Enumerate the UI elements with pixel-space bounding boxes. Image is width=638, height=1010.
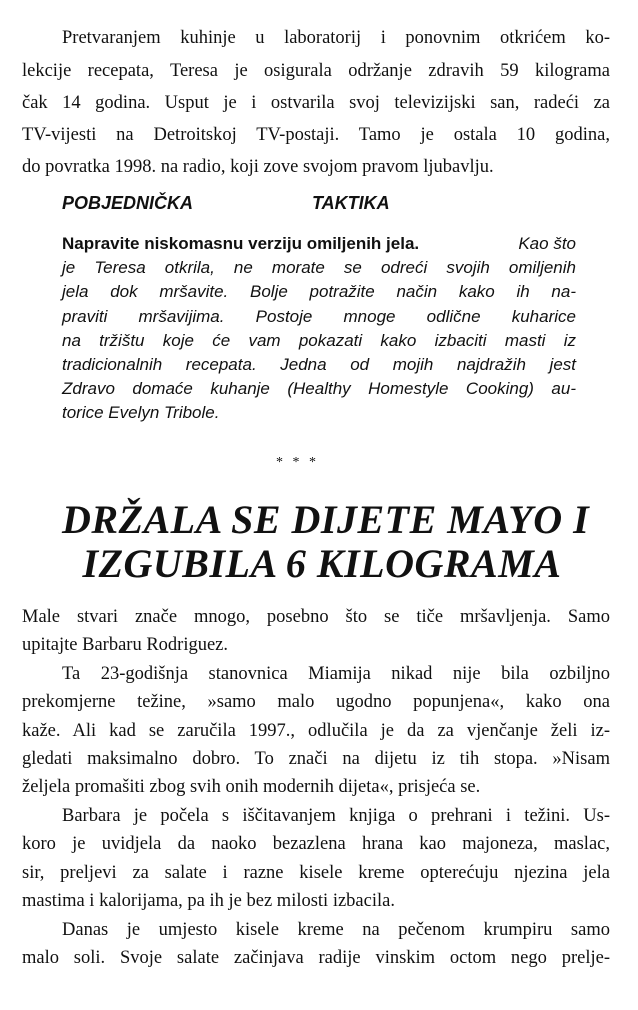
tactic-line-8: torice Evelyn Tribole. [62, 403, 220, 422]
tactic-line-5: na tržištu koje će vam pokazati kako izbaciti masti iz [62, 331, 576, 350]
tactic-first-rest: Kao što [518, 234, 576, 253]
body-line-4: prekomjerne težine, »samo malo ugodno popunjena«, kako ona [22, 692, 610, 712]
tactic-title-left: POBJEDNIČKA [62, 193, 194, 213]
body-line-2: upitajte Barbaru Rodriguez. [22, 635, 229, 655]
intro-line-4: TV-vijesti na Detroitskoj TV-postaji. Tamo je ostala 10 godina, [22, 125, 610, 145]
tactic-bold-lead: Napravite niskomasnu verziju omiljenih jela. [62, 234, 420, 253]
body-line-10: sir, preljevi za salate i razne kisele kreme opterećuju njezina jela [22, 863, 610, 883]
intro-line-1: Pretvaranjem kuhinje u laboratorij i ponovnim otkrićem ko- [62, 28, 610, 48]
body-line-11: mastima i kalorijama, pa ih je bez milosti izbacila. [22, 891, 395, 911]
body-line-9: koro je uvidjela da naoko bezazlena hrana kao majoneza, maslac, [22, 834, 610, 854]
tactic-line-6: tradicionalnih recepata. Jedna od mojih najdražih jest [62, 355, 576, 374]
body-line-6: gledati maksimalno dobro. To znači na dijetu iz tih stopa. »Nisam [22, 749, 610, 769]
tactic-line-1 [62, 232, 576, 256]
tactic-line-4: praviti mršavijima. Postoje mnoge odlične kuharice [62, 307, 576, 326]
body-line-12: Danas je umjesto kisele kreme na pečenom krumpiru samo [62, 920, 610, 940]
body-line-1: Male stvari znače mnogo, posebno što se tiče mršavljenja. Samo [22, 607, 610, 627]
body-line-3: Ta 23-godišnja stanovnica Miamija nikad nije bila ozbiljno [62, 664, 610, 684]
body-line-8: Barbara je počela s iščitavanjem knjiga o prehrani i težini. Us- [62, 806, 610, 826]
tactic-line-2: je Teresa otkrila, ne morate se odreći svojih omiljenih [62, 258, 576, 277]
body-line-5: kaže. Ali kad se zaručila 1997., odlučila je da za vjenčanje želi iz- [22, 721, 610, 741]
body-line-13: malo soli. Svoje salate začinjava radije vinskim octom nego prelje- [22, 948, 610, 968]
headline-line-2: IZGUBILA 6 KILOGRAMA [82, 541, 562, 586]
tactic-title-right: TAKTIKA [312, 193, 390, 213]
tactic-line-3: jela dok mršavite. Bolje potražite način kako ih na- [62, 282, 576, 301]
section-separator: * * * [276, 455, 319, 470]
body-line-7: željela promašiti zbog svih onih modernih dijeta«, prisjeća se. [22, 777, 481, 797]
intro-line-2: lekcije recepata, Teresa je osigurala održanje zdravih 59 kilograma [22, 61, 610, 81]
headline-line-1: DRŽALA SE DIJETE MAYO I [62, 497, 590, 542]
intro-line-5: do povratka 1998. na radio, koji zove svojom pravom ljubavlju. [22, 157, 494, 177]
intro-line-3: čak 14 godina. Usput je i ostvarila svoj televizijski san, radeći za [22, 93, 610, 113]
tactic-line-7: Zdravo domaće kuhanje (Healthy Homestyle Cooking) au- [62, 379, 576, 398]
